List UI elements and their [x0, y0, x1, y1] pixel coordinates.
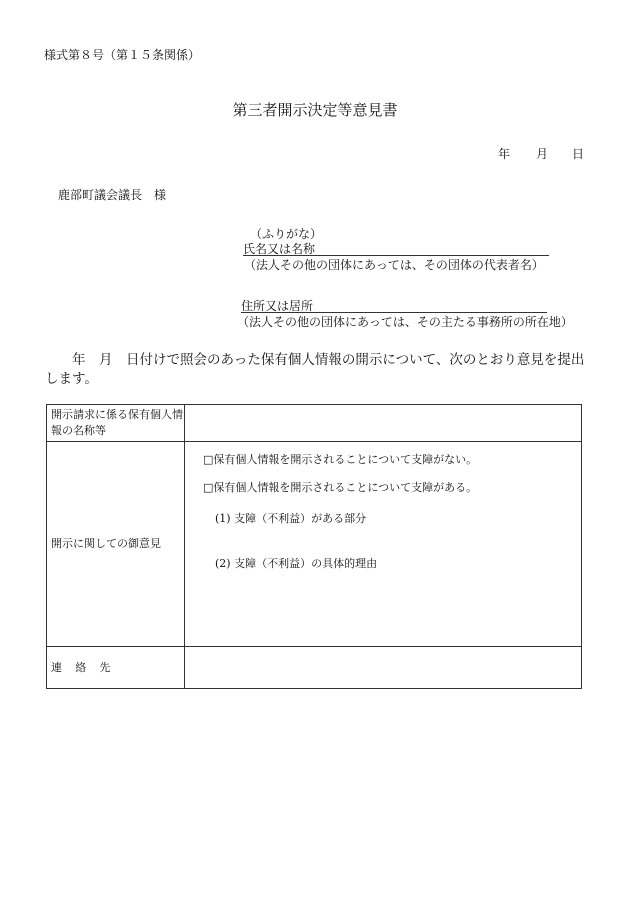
- date-year-label: 年: [498, 147, 511, 161]
- contact-field[interactable]: [185, 647, 582, 689]
- document-title: 第三者開示決定等意見書: [232, 101, 398, 119]
- recipient: 鹿部町議会議長 様: [58, 188, 167, 202]
- option-no-objection[interactable]: □保有個人情報を開示されることについて支障がない。: [203, 453, 478, 466]
- table-row: [47, 647, 582, 689]
- body-text: 年 月 日付けで照会のあった保有個人情報の開示について、次のとおり意見を提出します。: [45, 352, 585, 387]
- name-label: 氏名又は名称: [243, 242, 316, 256]
- name-note: （法人その他の団体にあっては、その団体の代表者名）: [244, 258, 544, 272]
- contact-label: 連絡先: [47, 647, 185, 689]
- opinion-table: [46, 404, 582, 689]
- option-objection[interactable]: □保有個人情報を開示されることについて支障がある。: [203, 481, 478, 494]
- opinion-label: 開示に関しての御意見: [47, 442, 185, 647]
- info-name-field[interactable]: [185, 405, 582, 442]
- form-number: 様式第８号（第１５条関係）: [44, 48, 201, 62]
- opinion-field[interactable]: [185, 442, 582, 647]
- table-row: [47, 442, 582, 647]
- address-label: 住所又は居所: [241, 299, 314, 313]
- table-row: [47, 405, 582, 442]
- body-paragraph: [45, 351, 585, 389]
- info-name-label: 開示請求に係る保有個人情報の名称等: [47, 405, 185, 442]
- sub-item-specific-reason: (2) 支障（不利益）の具体的理由: [215, 557, 378, 570]
- sub-item-affected-part: (1) 支障（不利益）がある部分: [215, 512, 367, 525]
- furigana-label: （ふりがな）: [250, 227, 323, 241]
- date-month-label: 月: [536, 147, 549, 161]
- date-day-label: 日: [572, 147, 585, 161]
- address-note: （法人その他の団体にあっては、その主たる事務所の所在地）: [237, 315, 573, 329]
